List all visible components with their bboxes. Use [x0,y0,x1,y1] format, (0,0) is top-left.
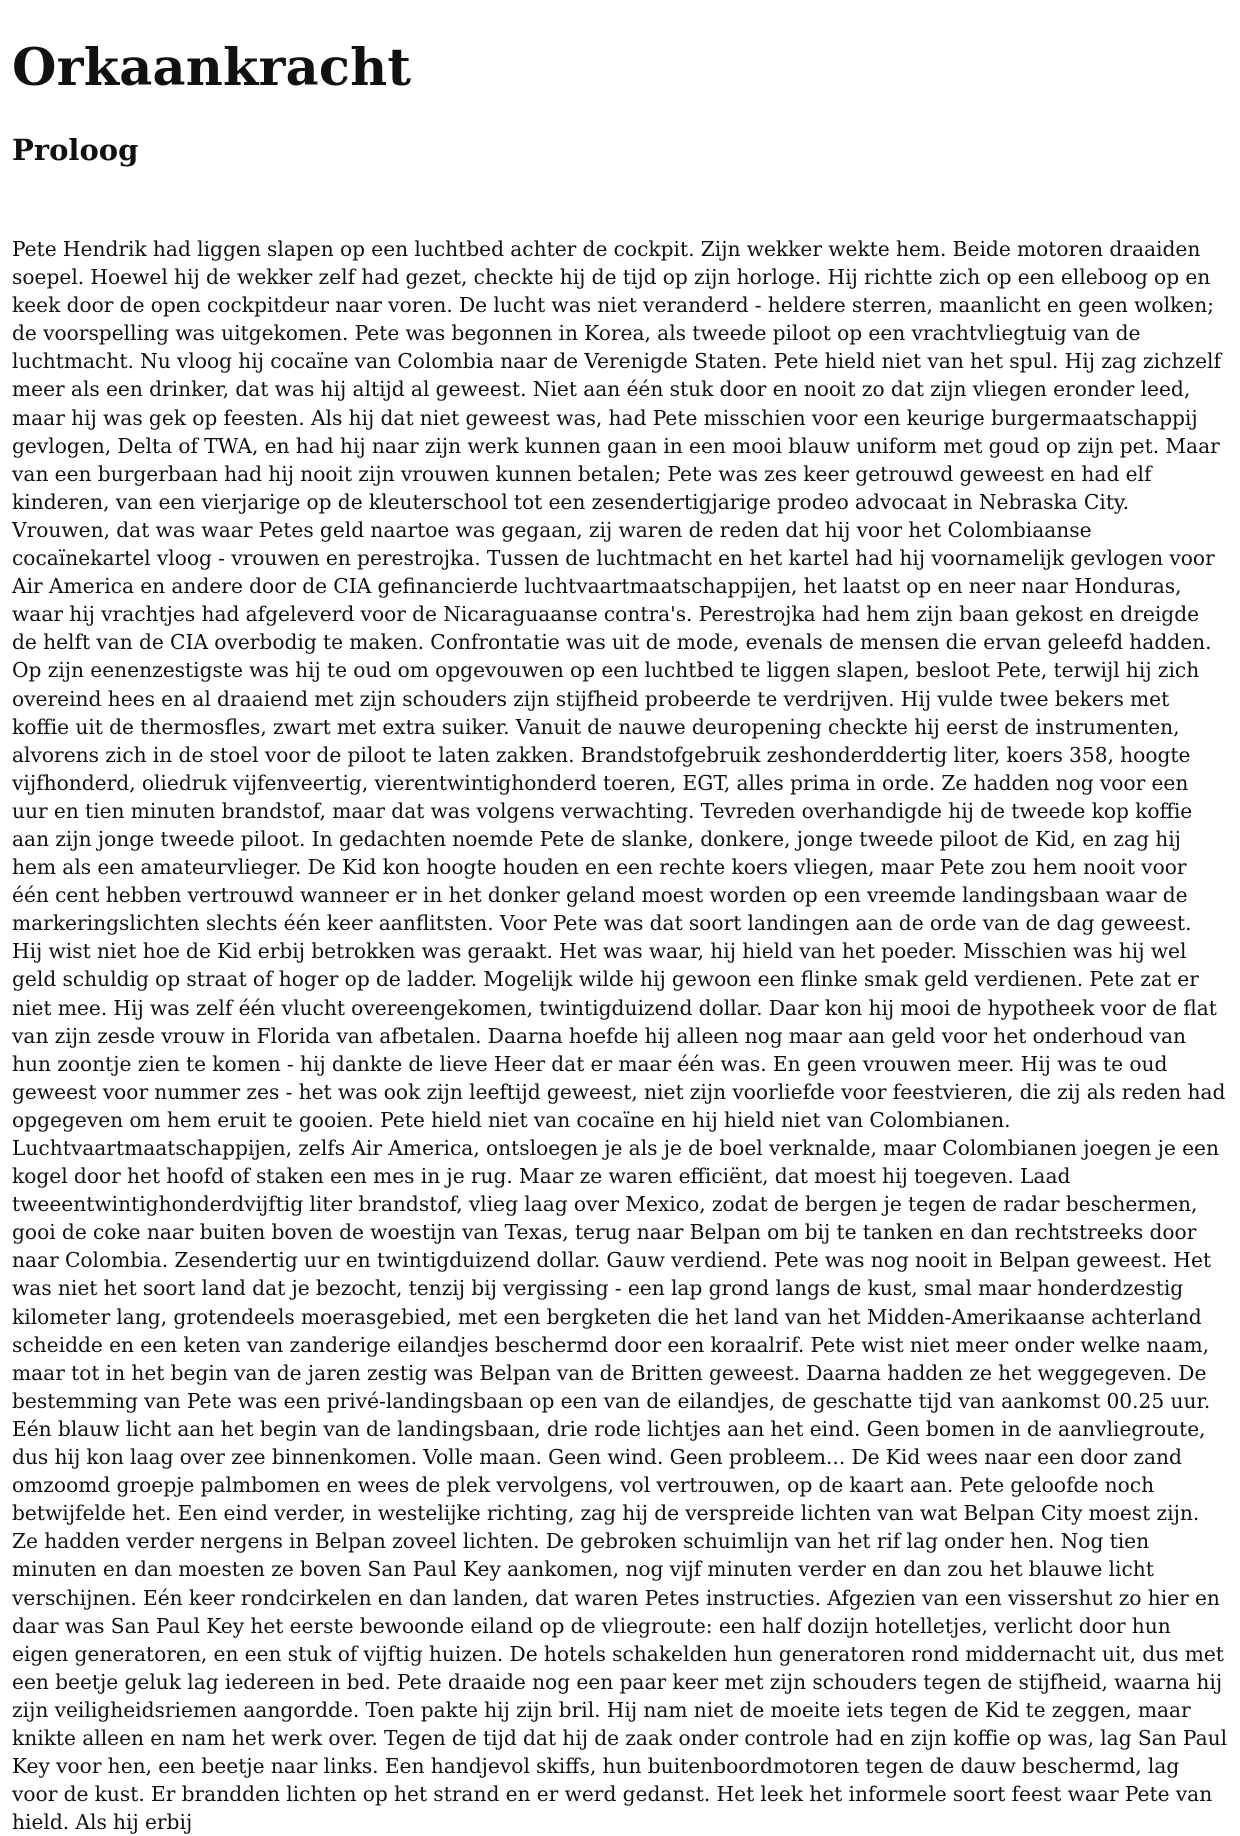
body-paragraph: Pete Hendrik had liggen slapen op een luchtbed achter de cockpit. Zijn wekker wekte hem. Beide motoren draaiden soepel. Hoewel hij de wekker zelf had gezet, checkte hij de tijd op zijn horloge. Hij richtte zich op een elleboog op en keek door de open cockpitdeur naar voren. De lucht was niet veranderd - heldere sterren, maanlicht en geen wolken; de voorspelling was uitgekomen. Pete was begonnen in Korea, als tweede piloot op een vrachtvliegtuig van de luchtmacht. Nu vloog hij cocaïne van Colombia naar de Verenigde Staten. Pete hield niet van het spul. Hij zag zichzelf meer als een drinker, dat was hij altijd al geweest. Niet aan één stuk door en nooit zo dat zijn vliegen eronder leed, maar hij was gek op feesten. Als hij dat niet geweest was, had Pete misschien voor een keurige burgermaatschappij gevlogen, Delta of TWA, en had hij naar zijn werk kunnen gaan in een mooi blauw uniform met goud op zijn pet. Maar van een burgerbaan had hij nooit zijn vrouwen kunnen betalen; Pete was zes keer getrouwd geweest en had elf kinderen, van een vierjarige op de kleuterschool tot een zesendertigjarige prodeo advocaat in Nebraska City. Vrouwen, dat was waar Petes geld naartoe was gegaan, zij waren de reden dat hij voor het Colombiaanse cocaïnekartel vloog - vrouwen en perestrojka. Tussen de luchtmacht en het kartel had hij voornamelijk gevlogen voor Air America en andere door de CIA gefinancierde luchtvaartmaatschappijen, het laatst op en neer naar Honduras, waar hij vrachtjes had afgeleverd voor de Nicaraguaanse contra's. Perestrojka had hem zijn baan gekost en dreigde de helft van de CIA overbodig te maken. Confrontatie was uit de mode, evenals de mensen die ervan geleefd hadden. Op zijn eenenzestigste was hij te oud om opgevouwen op een luchtbed te liggen slapen, besloot Pete, terwijl hij zich overeind hees en al draaiend met zijn schouders zijn stijfheid probeerde te verdrijven. Hij vulde twee bekers met koffie uit de thermosfles, zwart met extra suiker. Vanuit de nauwe deuropening checkte hij eerst de instrumenten, alvorens zich in de stoel voor de piloot te laten zakken. Brandstofgebruik zeshonderddertig liter, koers 358, hoogte vijfhonderd, oliedruk vijfenveertig, vierentwintighonderd toeren, EGT, alles prima in orde. Ze hadden nog voor een uur en tien minuten brandstof, maar dat was volgens verwachting. Tevreden overhandigde hij de tweede kop koffie aan zijn jonge tweede piloot. In gedachten noemde Pete de slanke, donkere, jonge tweede piloot de Kid, en zag hij hem als een amateurvlieger. De Kid kon hoogte houden en een rechte koers vliegen, maar Pete zou hem nooit voor één cent hebben vertrouwd wanneer er in het donker geland moest worden op een vreemde landingsbaan waar de markeringslichten slechts één keer aanflitsten. Voor Pete was dat soort landingen aan de orde van de dag geweest. Hij wist niet hoe de Kid erbij betrokken was geraakt. Het was waar, hij hield van het poeder. Misschien was hij wel geld schuldig op straat of hoger op de ladder. Mogelijk wilde hij gewoon een flinke smak geld verdienen. Pete zat er niet mee. Hij was zelf één vlucht overeengekomen, twintigduizend dollar. Daar kon hij mooi de hypotheek voor de flat van zijn zesde vrouw in Florida van afbetalen. Daarna hoefde hij alleen nog maar aan geld voor het onderhoud van hun zoontje zien te komen - hij dankte de lieve Heer dat er maar één was. En geen vrouwen meer. Hij was te oud geweest voor nummer zes - het was ook zijn leeftijd geweest, niet zijn voorliefde voor feestvieren, die zij als reden had opgegeven om hem eruit te gooien. Pete hield niet van cocaïne en hij hield niet van Colombianen. Luchtvaartmaatschappijen, zelfs Air America, ontsloegen je als je de boel verknalde, maar Colombianen joegen je een kogel door het hoofd of staken een mes in je rug. Maar ze waren efficiënt, dat moest hij toegeven. Laad tweeentwintighonderdvijftig liter brandstof, vlieg laag over Mexico, zodat de bergen je tegen de radar beschermen, gooi de coke naar buiten boven de woestijn van Texas, terug naar Belpan om bij te tanken en dan rechtstreeks door naar Colombia. Zesendertig uur en twintigduizend dollar. Gauw verdiend. Pete was nog nooit in Belpan geweest. Het was niet het soort land dat je bezocht, tenzij bij vergissing - een lap grond langs de kust, smal maar honderdzestig kilometer lang, grotendeels moerasgebied, met een bergketen die het land van het Midden-Amerikaanse achterland scheidde en een keten van zanderige eilandjes beschermd door een koraalrif. Pete wist niet meer onder welke naam, maar tot in het begin van de jaren zestig was Belpan van de Britten geweest. Daarna hadden ze het weggegeven. De bestemming van Pete was een privé-landingsbaan op een van de eilandjes, de geschatte tijd van aankomst 00.25 uur. Eén blauw licht aan het begin van de landingsbaan, drie rode lichtjes aan het eind. Geen bomen in de aanvliegroute, dus hij kon laag over zee binnenkomen. Volle maan. Geen wind. Geen probleem... De Kid wees naar een door zand omzoomd groepje palmbomen en wees de plek vervolgens, vol vertrouwen, op de kaart aan. Pete geloofde noch betwijfelde het. Een eind verder, in westelijke richting, zag hij de verspreide lichten van wat Belpan City moest zijn. Ze hadden verder nergens in Belpan zoveel lichten. De gebroken schuimlijn van het rif lag onder hen. Nog tien minuten en dan moesten ze boven San Paul Key aankomen, nog vijf minuten verder en dan zou het blauwe licht verschijnen. Eén keer rondcirkelen en dan landen, dat waren Petes instructies. Afgezien van een vissershut zo hier en daar was San Paul Key het eerste bewoonde eiland op de vliegroute: een half dozijn hotelletjes, verlicht door hun eigen generatoren, en een stuk of vijftig huizen. De hotels schakelden hun generatoren rond middernacht uit, dus met een beetje geluk lag iedereen in bed. Pete draaide nog een paar keer met zijn schouders tegen de stijfheid, waarna hij zijn veiligheidsriemen aangordde. Toen pakte hij zijn bril. Hij nam niet de moeite iets tegen de Kid te zeggen, maar knikte alleen en nam het werk over. Tegen de tijd dat hij de zaak onder controle had en zijn koffie op was, lag San Paul Key voor hen, een beetje naar links. Een handjevol skiffs, hun buitenboordmotoren tegen de dauw beschermd, lag voor de kust. Er brandden lichten op het strand en er werd gedanst. Het leek het informele soort feest waar Pete van hield. Als hij erbij [12,237,1228,1835]
document-title: Orkaankracht [12,38,412,98]
chapter-heading: Proloog [12,133,139,167]
